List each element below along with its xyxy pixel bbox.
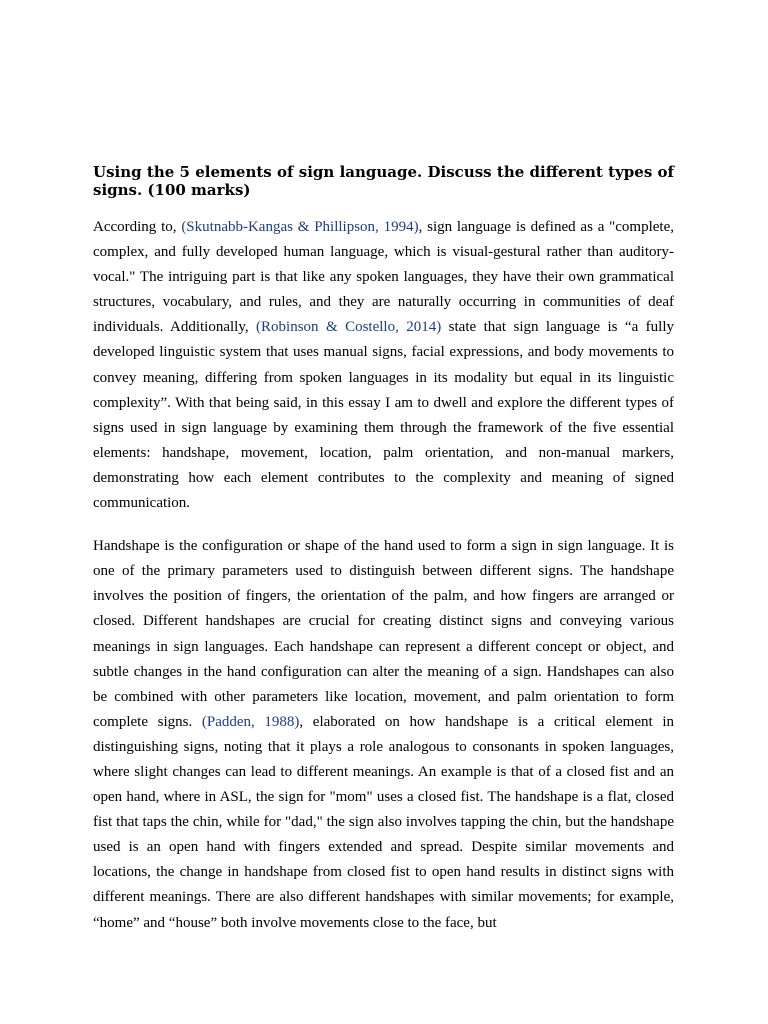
paragraph-text: , elaborated on how handshape is a critical element in distinguishing signs, noting that it plays a role analogous to consonants in spoken languages, where slight changes can lead to different meanings. An example is that of a closed fist and an open hand, where in ASL, the sign for "mom" uses a closed fist. The handshape is a flat, closed fist that taps the chin, while for "dad," the sign also involves tapping the chin, but the handshape used is an open hand with fingers extended and spread. Despite similar movements and locations, the change in handshape from closed fist to open hand results in distinct signs with different meanings. There are also different handshapes with similar movements; for example, “home” and “house” both involve movements close to the face, but (93, 713, 674, 931)
citation-robinson-costello: (Robinson & Costello, 2014) (256, 319, 442, 336)
paragraph-text: According to, (93, 219, 182, 235)
paragraph-introduction (93, 215, 674, 516)
paragraph-handshape (93, 534, 674, 936)
paragraph-text: , sign language is defined as a "complete, complex, and fully developed human language, which is visual-gestural rather than auditory-vocal." The intriguing part is that like any spoken languages, they have their own grammatical structures, vocabulary, and rules, and they are naturally occurring in communities of deaf individuals. Additionally, (93, 219, 674, 336)
citation-padden: (Padden, 1988) (201, 713, 300, 730)
citation-skutnabb-kangas: (Skutnabb-Kangas & Phillipson, 1994) (181, 219, 419, 235)
essay-title: Using the 5 elements of sign language. Discuss the different types of signs. (100 marks) (93, 163, 674, 199)
document-page (93, 163, 674, 936)
paragraph-text: Handshape is the configuration or shape of the hand used to form a sign in sign language. It is one of the primary parameters used to distinguish between different signs. The handshape involves the position of fingers, the orientation of the palm, and how fingers are arranged or closed. Different handshapes are crucial for creating distinct signs and conveying various meanings in sign languages. Each handshape can represent a different concept or object, and subtle changes in the hand configuration can alter the meaning of a sign. Handshapes can also be combined with other parameters like location, movement, and palm orientation to form complete signs. (93, 538, 674, 730)
paragraph-text: state that sign language is “a fully developed linguistic system that uses manual signs, facial expressions, and body movements to convey meaning, differing from spoken languages in its modality but equal in its linguistic complexity”. With that being said, in this essay I am to dwell and explore the different types of signs used in sign language by examining them through the framework of the five essential elements: handshape, movement, location, palm orientation, and non-manual markers, demonstrating how each element contributes to the complexity and meaning of signed communication. (93, 319, 674, 512)
